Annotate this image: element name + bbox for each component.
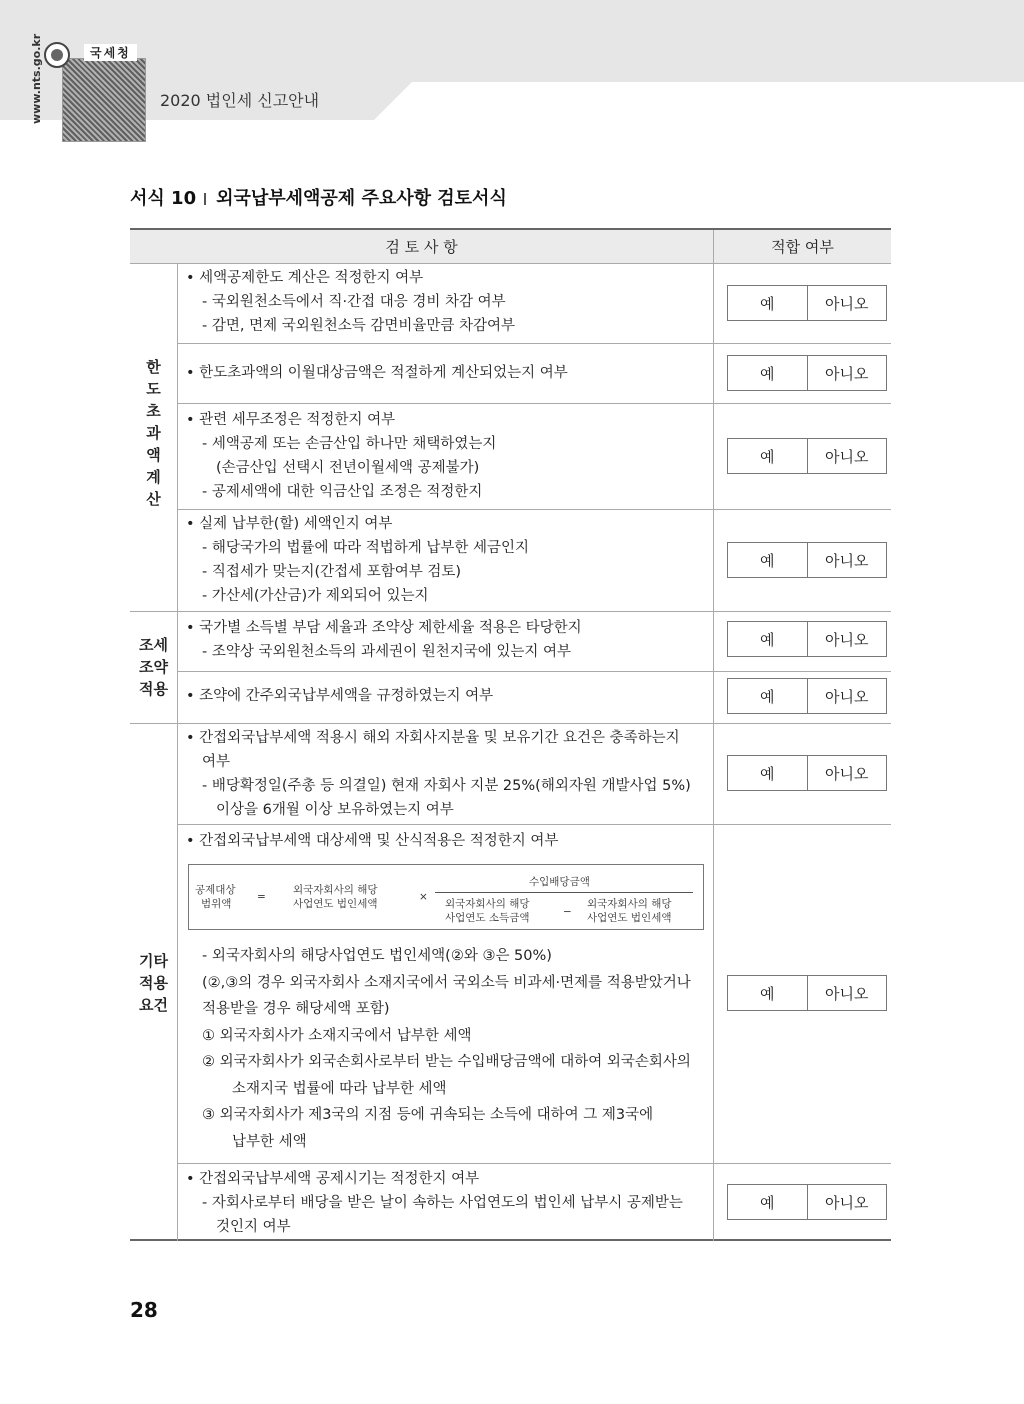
fit-choice[interactable]: [727, 542, 887, 578]
no-option[interactable]: 아니오: [807, 622, 887, 656]
review-item: • 관련 세무조정은 적정한지 여부 - 세액공제 또는 손금산입 하나만 채택하였는지 (손금산입 선택시 전년이월세액 공제불가) - 공제세액에 대한 익금산입 조정은 적정한지: [186, 412, 497, 500]
fit-choice[interactable]: [727, 755, 887, 791]
agency-name: 국세청: [84, 44, 137, 61]
yes-option[interactable]: 예: [760, 551, 775, 570]
no-option[interactable]: 아니오: [807, 439, 887, 473]
review-item: • 간접외국납부세액 적용시 해외 자회사지분율 및 보유기간 요건은 충족하는지 여부 - 배당확정일(주총 등 의결일) 현재 자회사 지분 25%(해외자원 개발사업 5%) 이상을 6개월 이상 보유하였는지 여부: [186, 730, 691, 818]
review-item: • 세액공제한도 계산은 적정한지 여부 - 국외원천소득에서 직·간접 대응 경비 차감 여부 - 감면, 면제 국외원천소득 감면비율만큼 차감여부: [186, 270, 516, 334]
yes-option[interactable]: 예: [760, 764, 775, 783]
no-option[interactable]: 아니오: [807, 543, 887, 577]
publication-title: 2020 법인세 신고안내: [160, 91, 320, 110]
no-option[interactable]: 아니오: [807, 679, 887, 713]
no-option[interactable]: 아니오: [807, 976, 887, 1010]
fit-choice[interactable]: [727, 1184, 887, 1220]
yes-option[interactable]: 예: [760, 630, 775, 649]
fit-choice[interactable]: [727, 621, 887, 657]
review-item: • 한도초과액의 이월대상금액은 적절하게 계산되었는지 여부: [186, 365, 568, 381]
form-title: 서식 10 외국납부세액공제 주요사항 검토서식: [130, 188, 507, 209]
review-item: - 외국자회사의 해당사업연도 법인세액(②와 ③은 50%) (②,③의 경우 외국자회사 소재지국에서 국외소득 비과세·면제를 적용받았거나 적용받을 경우 해당세액 포함) ① 외국자회사가 소재지국에서 납부한 세액 ② 외국자회사가 외국손회사로부터 받는 수입배당금액에 대하여 외국손회사의 소재지국 법률에 따라 납부한 세액 ③ 외국자회사가 제3국의 지점 등에 귀속되는 소득에 대하여 그 제3국에 납부한 세액: [202, 948, 691, 1150]
no-option[interactable]: 아니오: [807, 286, 887, 320]
review-table: [130, 228, 891, 1241]
category-treaty: 조세조약적용: [139, 636, 168, 698]
fit-choice[interactable]: [727, 975, 887, 1011]
no-option[interactable]: 아니오: [807, 1185, 887, 1219]
yes-option[interactable]: 예: [760, 1193, 775, 1212]
yes-option[interactable]: 예: [760, 984, 775, 1003]
yes-option[interactable]: 예: [760, 294, 775, 313]
site-url: www.nts.go.kr: [30, 33, 43, 124]
fit-choice[interactable]: [727, 438, 887, 474]
review-item: • 간접외국납부세액 공제시기는 적정한지 여부 - 자회사로부터 배당을 받은 날이 속하는 사업연도의 법인세 납부시 공제받는 것인지 여부: [186, 1171, 683, 1235]
review-item: • 조약에 간주외국납부세액을 규정하였는지 여부: [186, 688, 494, 704]
no-option[interactable]: 아니오: [807, 356, 887, 390]
review-item: • 간접외국납부세액 대상세액 및 산식적용은 적정한지 여부: [186, 833, 559, 849]
category-other: 기타적용요건: [139, 952, 168, 1014]
formula-box: 공제대상 범위액 = 외국자회사의 해당 사업연도 법인세액 × 수입배당금액 외국자회사의 해당 사업연도 소득금액 − 외국자회사의 해당 사업연도 법인세액: [188, 864, 704, 930]
category-limit: 한도초과액계산: [146, 358, 161, 508]
col-header-fit: 적합 여부: [714, 230, 891, 263]
kor-logo-icon: [44, 42, 70, 68]
page-number: 28: [130, 1298, 158, 1322]
col-header-review: 검 토 사 항: [130, 230, 713, 263]
yes-option[interactable]: 예: [760, 447, 775, 466]
fit-choice[interactable]: [727, 355, 887, 391]
yes-option[interactable]: 예: [760, 687, 775, 706]
no-option[interactable]: 아니오: [807, 756, 887, 790]
review-item: • 실제 납부한(할) 세액인지 여부 - 해당국가의 법률에 따라 적법하게 납부한 세금인지 - 직접세가 맞는지(간접세 포함여부 검토) - 가산세(가산금)가 제외되어 있는지: [186, 516, 530, 604]
qr-code-icon: [62, 58, 146, 142]
yes-option[interactable]: 예: [760, 364, 775, 383]
fit-choice[interactable]: [727, 285, 887, 321]
fit-choice[interactable]: [727, 678, 887, 714]
review-item: • 국가별 소득별 부담 세율과 조약상 제한세율 적용은 타당한지 - 조약상 국외원천소득의 과세권이 원천지국에 있는지 여부: [186, 620, 582, 660]
header-band: [0, 0, 1024, 120]
